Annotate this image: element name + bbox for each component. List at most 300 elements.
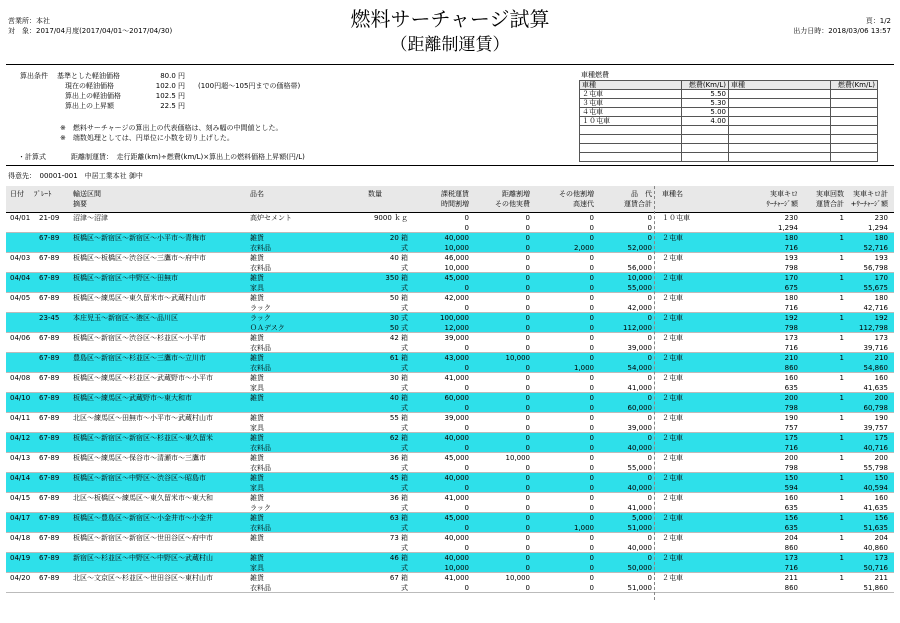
row-taxable-fare: 100,000 bbox=[440, 314, 469, 322]
fuel-cell bbox=[831, 144, 878, 153]
row-other-costs: 0 bbox=[525, 464, 530, 472]
row-surcharge: 594 bbox=[784, 484, 798, 492]
row-actual-km: 173 bbox=[784, 334, 798, 342]
row-actual-km: 180 bbox=[784, 234, 798, 242]
row-time-premium: 0 bbox=[464, 304, 469, 312]
row-plus-surcharge: 1,294 bbox=[867, 224, 888, 232]
condition-value: 80.0 円 bbox=[160, 72, 185, 80]
row-vehicle: ２屯車 bbox=[662, 554, 683, 562]
col-taxable-fare: 課税運賃 bbox=[441, 190, 469, 198]
row-plus-surcharge: 39,716 bbox=[863, 344, 888, 352]
row-trip-count: 1 bbox=[839, 454, 844, 462]
fuel-header: 燃費(Km/L) bbox=[831, 81, 878, 90]
formula-label: ・計算式 bbox=[18, 153, 46, 161]
row-fare-total: 39,000 bbox=[627, 424, 652, 432]
row-surcharge: 860 bbox=[784, 364, 798, 372]
col-quantity: 数量 bbox=[368, 190, 382, 198]
row-km-total: 160 bbox=[874, 494, 888, 502]
row-taxable-fare: 45,000 bbox=[444, 454, 469, 462]
row-plus-surcharge: 60,798 bbox=[863, 404, 888, 412]
row-other-premium: 0 bbox=[589, 394, 594, 402]
row-date: 04/17 bbox=[10, 514, 31, 522]
row-trip-count: 1 bbox=[839, 474, 844, 482]
section-divider bbox=[6, 165, 894, 166]
row-goods-price: 0 bbox=[647, 534, 652, 542]
page-title: 燃料サーチャージ試算 bbox=[350, 7, 550, 31]
row-highway: 0 bbox=[589, 544, 594, 552]
row-other-premium: 0 bbox=[589, 574, 594, 582]
row-quantity: 62 箱 bbox=[389, 434, 408, 442]
row-highway: 0 bbox=[589, 464, 594, 472]
row-goods-price: 0 bbox=[647, 574, 652, 582]
col-surcharge: ｻｰﾁｬｰｼﾞ額 bbox=[766, 200, 798, 208]
row-product: 雑貨 bbox=[250, 434, 264, 442]
row-surcharge: 716 bbox=[784, 304, 798, 312]
row-product: 雑貨 bbox=[250, 354, 264, 362]
row-time-premium: 0 bbox=[464, 284, 469, 292]
row-surcharge: 635 bbox=[784, 384, 798, 392]
row-taxable-fare: 0 bbox=[464, 214, 469, 222]
row-other-premium: 0 bbox=[589, 294, 594, 302]
col-other-costs: その他実費 bbox=[495, 200, 530, 208]
row-fare-total: 40,000 bbox=[627, 444, 652, 452]
row-unit: 式 bbox=[401, 264, 408, 272]
conditions-label: 算出条件 bbox=[20, 72, 48, 80]
row-unit: 式 bbox=[401, 524, 408, 532]
row-product-2: 家具 bbox=[250, 384, 264, 392]
row-plus-surcharge: 42,716 bbox=[863, 304, 888, 312]
row-highway: 0 bbox=[589, 484, 594, 492]
vehicle-table-title: 車種燃費 bbox=[581, 71, 609, 79]
row-plate: 67-89 bbox=[39, 274, 60, 282]
row-fare-total: 56,000 bbox=[627, 264, 652, 272]
row-km-total: 150 bbox=[874, 474, 888, 482]
row-surcharge: 798 bbox=[784, 464, 798, 472]
row-vehicle: ２屯車 bbox=[662, 414, 683, 422]
row-route: 北区～練馬区～田無市～小平市～武蔵村山市 bbox=[73, 414, 213, 422]
target-period: 対 象：2017/04月度(2017/04/01～2017/04/30) bbox=[8, 27, 173, 35]
row-fare-total: 54,000 bbox=[627, 364, 652, 372]
row-vehicle: ２屯車 bbox=[662, 294, 683, 302]
row-quantity: 63 箱 bbox=[389, 514, 408, 522]
row-actual-km: 193 bbox=[784, 254, 798, 262]
row-date: 04/03 bbox=[10, 254, 31, 262]
row-product: 雑貨 bbox=[250, 254, 264, 262]
row-taxable-fare: 40,000 bbox=[444, 434, 469, 442]
row-vehicle: ２屯車 bbox=[662, 394, 683, 402]
row-quantity: 20 箱 bbox=[389, 234, 408, 242]
row-time-premium: 10,000 bbox=[444, 564, 469, 572]
row-distance-premium: 0 bbox=[525, 394, 530, 402]
row-product: 雑貨 bbox=[250, 454, 264, 462]
row-product-2: ラック bbox=[250, 504, 271, 512]
row-actual-km: 200 bbox=[784, 454, 798, 462]
row-unit: 式 bbox=[401, 344, 408, 352]
row-goods-price: 0 bbox=[647, 474, 652, 482]
vehicle-cell: ２屯車 bbox=[580, 90, 682, 99]
row-taxable-fare: 40,000 bbox=[444, 474, 469, 482]
col-fare-total: 運賃合計 bbox=[624, 200, 652, 208]
row-trip-count: 1 bbox=[839, 554, 844, 562]
row-surcharge: 798 bbox=[784, 404, 798, 412]
row-quantity: 36 箱 bbox=[389, 454, 408, 462]
row-plus-surcharge: 39,757 bbox=[863, 424, 888, 432]
header-divider bbox=[6, 64, 894, 65]
row-goods-price: 5,000 bbox=[631, 514, 652, 522]
row-route: 板橋区～練馬区～武蔵野市～東大和市 bbox=[73, 394, 192, 402]
row-actual-km: 156 bbox=[784, 514, 798, 522]
row-time-premium: 0 bbox=[464, 444, 469, 452]
row-other-costs: 0 bbox=[525, 384, 530, 392]
row-other-costs: 0 bbox=[525, 224, 530, 232]
row-other-costs: 0 bbox=[525, 264, 530, 272]
row-product: 雑貨 bbox=[250, 494, 264, 502]
row-taxable-fare: 39,000 bbox=[444, 334, 469, 342]
row-plate: 67-89 bbox=[39, 494, 60, 502]
row-route: 北区～文京区～杉並区～世田谷区～東村山市 bbox=[73, 574, 213, 582]
row-taxable-fare: 45,000 bbox=[444, 514, 469, 522]
fuel-cell: 5.00 bbox=[682, 108, 729, 117]
row-date: 04/18 bbox=[10, 534, 31, 542]
row-goods-price: 0 bbox=[647, 414, 652, 422]
row-route: 板橋区～練馬区～保谷市～清瀬市～三鷹市 bbox=[73, 454, 206, 462]
row-other-costs: 0 bbox=[525, 564, 530, 572]
table-row bbox=[6, 393, 894, 413]
row-plate: 67-89 bbox=[39, 294, 60, 302]
row-date: 04/12 bbox=[10, 434, 31, 442]
row-fare-total: 40,000 bbox=[627, 544, 652, 552]
row-plate: 67-89 bbox=[39, 454, 60, 462]
customer-name: 得意先： 00001-001 中居工業本社 御中 bbox=[8, 172, 143, 180]
office-label: 営業所：本社 bbox=[8, 17, 50, 25]
row-goods-price: 10,000 bbox=[627, 274, 652, 282]
row-highway: 0 bbox=[589, 304, 594, 312]
row-fare-total: 52,000 bbox=[627, 244, 652, 252]
condition-name: 算出上の軽油価格 bbox=[65, 92, 121, 100]
row-plus-surcharge: 40,594 bbox=[863, 484, 888, 492]
row-product-2: 衣料品 bbox=[250, 344, 271, 352]
row-product-2: ラック bbox=[250, 304, 271, 312]
row-product: 雑貨 bbox=[250, 414, 264, 422]
row-fare-total: 51,000 bbox=[627, 524, 652, 532]
row-plus-surcharge: 41,635 bbox=[863, 504, 888, 512]
row-product: 雑貨 bbox=[250, 534, 264, 542]
row-date: 04/13 bbox=[10, 454, 31, 462]
vehicle-fuel-table bbox=[579, 80, 878, 162]
row-goods-price: 0 bbox=[647, 314, 652, 322]
row-other-costs: 0 bbox=[525, 424, 530, 432]
row-km-total: 173 bbox=[874, 334, 888, 342]
row-plus-surcharge: 55,675 bbox=[863, 284, 888, 292]
row-km-total: 230 bbox=[874, 214, 888, 222]
row-vehicle: １０屯車 bbox=[662, 214, 690, 222]
row-quantity: 46 箱 bbox=[389, 554, 408, 562]
table-row bbox=[6, 493, 894, 513]
row-actual-km: 210 bbox=[784, 354, 798, 362]
fuel-cell bbox=[682, 144, 729, 153]
condition-value: 22.5 円 bbox=[160, 102, 185, 110]
row-other-costs: 0 bbox=[525, 584, 530, 592]
col-trip-count: 実車回数 bbox=[816, 190, 844, 198]
row-surcharge: 675 bbox=[784, 284, 798, 292]
fuel-cell bbox=[682, 126, 729, 135]
row-fare-total: 0 bbox=[647, 224, 652, 232]
row-taxable-fare: 46,000 bbox=[444, 254, 469, 262]
row-vehicle: ２屯車 bbox=[662, 434, 683, 442]
row-taxable-fare: 43,000 bbox=[444, 354, 469, 362]
row-plus-surcharge: 55,798 bbox=[863, 464, 888, 472]
table-row bbox=[6, 313, 894, 333]
row-goods-price: 0 bbox=[647, 254, 652, 262]
formula-text: 距離制運賃： 走行距離(km)÷燃費(km/L)×算出上の燃料価格上昇額(円/L) bbox=[71, 153, 305, 161]
row-other-costs: 0 bbox=[525, 444, 530, 452]
row-other-premium: 0 bbox=[589, 214, 594, 222]
row-unit: 式 bbox=[401, 504, 408, 512]
row-km-total: 210 bbox=[874, 354, 888, 362]
col-plus-surcharge: +ｻｰﾁｬｰｼﾞ額 bbox=[850, 200, 888, 208]
row-taxable-fare: 41,000 bbox=[444, 494, 469, 502]
fuel-cell bbox=[831, 99, 878, 108]
row-taxable-fare: 39,000 bbox=[444, 414, 469, 422]
fuel-cell bbox=[831, 90, 878, 99]
vehicle-cell bbox=[729, 99, 831, 108]
row-km-total: 156 bbox=[874, 514, 888, 522]
row-actual-km: 175 bbox=[784, 434, 798, 442]
table-row bbox=[6, 293, 894, 313]
row-other-costs: 0 bbox=[525, 404, 530, 412]
row-product: 雑貨 bbox=[250, 334, 264, 342]
row-vehicle: ２屯車 bbox=[662, 254, 683, 262]
row-goods-price: 0 bbox=[647, 554, 652, 562]
row-time-premium: 10,000 bbox=[444, 264, 469, 272]
row-other-premium: 0 bbox=[589, 454, 594, 462]
row-plate: 67-89 bbox=[39, 434, 60, 442]
table-row bbox=[6, 453, 894, 473]
row-time-premium: 0 bbox=[464, 424, 469, 432]
col-time-premium: 時間割増 bbox=[441, 200, 469, 208]
row-time-premium: 0 bbox=[464, 524, 469, 532]
row-distance-premium: 0 bbox=[525, 554, 530, 562]
row-unit: 式 bbox=[401, 384, 408, 392]
row-fare-total: 55,000 bbox=[627, 284, 652, 292]
row-actual-km: 230 bbox=[784, 214, 798, 222]
row-distance-premium: 10,000 bbox=[505, 574, 530, 582]
row-plate: 67-89 bbox=[39, 354, 60, 362]
row-surcharge: 860 bbox=[784, 584, 798, 592]
row-taxable-fare: 40,000 bbox=[444, 554, 469, 562]
row-km-total: 200 bbox=[874, 454, 888, 462]
table-row bbox=[6, 573, 894, 593]
row-actual-km: 160 bbox=[784, 494, 798, 502]
col-vehicle: 車種名 bbox=[662, 190, 683, 198]
row-quantity: 40 箱 bbox=[389, 254, 408, 262]
row-distance-premium: 0 bbox=[525, 494, 530, 502]
row-distance-premium: 10,000 bbox=[505, 454, 530, 462]
table-row bbox=[6, 553, 894, 573]
row-plus-surcharge: 40,860 bbox=[863, 544, 888, 552]
row-unit: 50 式 bbox=[389, 324, 408, 332]
vehicle-cell bbox=[729, 117, 831, 126]
row-trip-count: 1 bbox=[839, 514, 844, 522]
row-surcharge: 860 bbox=[784, 544, 798, 552]
row-quantity: 45 箱 bbox=[389, 474, 408, 482]
row-distance-premium: 10,000 bbox=[505, 354, 530, 362]
row-product-2: 家具 bbox=[250, 564, 264, 572]
condition-note: (100円超～105円までの価格帯) bbox=[198, 82, 301, 90]
row-highway: 0 bbox=[589, 564, 594, 572]
fuel-cell bbox=[831, 108, 878, 117]
row-other-premium: 0 bbox=[589, 354, 594, 362]
fuel-cell bbox=[831, 126, 878, 135]
row-product: 雑貨 bbox=[250, 374, 264, 382]
col-highway: 高速代 bbox=[573, 200, 594, 208]
row-highway: 1,000 bbox=[573, 364, 594, 372]
col-distance-premium: 距離割増 bbox=[502, 190, 530, 198]
col-remarks: 摘要 bbox=[73, 200, 87, 208]
col-route: 輸送区間 bbox=[73, 190, 101, 198]
row-plate: 23-45 bbox=[39, 314, 60, 322]
row-time-premium: 0 bbox=[464, 544, 469, 552]
col-actual-km: 実車キロ bbox=[770, 190, 798, 198]
row-route: 沼津～沼津 bbox=[73, 214, 108, 222]
row-trip-count: 1 bbox=[839, 354, 844, 362]
col-km-total: 実車キロ計 bbox=[853, 190, 888, 198]
row-product-2: 衣料品 bbox=[250, 584, 271, 592]
row-highway: 2,000 bbox=[573, 244, 594, 252]
fuel-cell bbox=[831, 135, 878, 144]
row-other-costs: 0 bbox=[525, 324, 530, 332]
row-highway: 0 bbox=[589, 504, 594, 512]
row-highway: 0 bbox=[589, 384, 594, 392]
row-route: 豊島区～新宿区～杉並区～三鷹市～立川市 bbox=[73, 354, 206, 362]
fuel-cell bbox=[682, 135, 729, 144]
row-unit: 式 bbox=[401, 464, 408, 472]
row-goods-price: 0 bbox=[647, 294, 652, 302]
table-row bbox=[6, 213, 894, 233]
table-row bbox=[6, 353, 894, 373]
row-taxable-fare: 60,000 bbox=[444, 394, 469, 402]
fuel-header: 燃費(Km/L) bbox=[682, 81, 729, 90]
row-trip-count: 1 bbox=[839, 394, 844, 402]
row-other-premium: 0 bbox=[589, 514, 594, 522]
row-surcharge: 716 bbox=[784, 244, 798, 252]
row-time-premium: 0 bbox=[464, 384, 469, 392]
col-date: 日付 bbox=[10, 190, 24, 198]
row-time-premium: 0 bbox=[464, 364, 469, 372]
condition-value: 102.0 円 bbox=[155, 82, 185, 90]
row-surcharge: 757 bbox=[784, 424, 798, 432]
row-date: 04/10 bbox=[10, 394, 31, 402]
row-route: 北区～板橋区～練馬区～東久留米市～東大和 bbox=[73, 494, 213, 502]
condition-name: 基準とした軽油価格 bbox=[57, 72, 120, 80]
row-other-costs: 0 bbox=[525, 344, 530, 352]
vehicle-header: 車種 bbox=[580, 81, 682, 90]
row-vehicle: ２屯車 bbox=[662, 354, 683, 362]
table-header bbox=[6, 186, 894, 213]
vehicle-cell: ４屯車 bbox=[580, 108, 682, 117]
row-km-total: 170 bbox=[874, 274, 888, 282]
row-plate: 67-89 bbox=[39, 394, 60, 402]
row-unit: 式 bbox=[401, 564, 408, 572]
row-product: 雑貨 bbox=[250, 274, 264, 282]
row-plate: 67-89 bbox=[39, 374, 60, 382]
row-product-2: 家具 bbox=[250, 284, 264, 292]
row-unit: 式 bbox=[401, 424, 408, 432]
row-vehicle: ２屯車 bbox=[662, 314, 683, 322]
row-highway: 0 bbox=[589, 344, 594, 352]
row-actual-km: 180 bbox=[784, 294, 798, 302]
row-other-premium: 0 bbox=[589, 334, 594, 342]
row-vehicle: ２屯車 bbox=[662, 234, 683, 242]
condition-name: 現在の軽油価格 bbox=[65, 82, 114, 90]
row-distance-premium: 0 bbox=[525, 214, 530, 222]
row-other-costs: 0 bbox=[525, 504, 530, 512]
row-route: 板橋区～練馬区～東久留米市～武蔵村山市 bbox=[73, 294, 206, 302]
row-km-total: 175 bbox=[874, 434, 888, 442]
row-surcharge: 716 bbox=[784, 344, 798, 352]
row-route: 板橋区～新宿区～新宿区～世田谷区～府中市 bbox=[73, 534, 213, 542]
row-fare-total: 60,000 bbox=[627, 404, 652, 412]
table-row bbox=[6, 413, 894, 433]
row-trip-count: 1 bbox=[839, 534, 844, 542]
row-other-premium: 0 bbox=[589, 234, 594, 242]
row-distance-premium: 0 bbox=[525, 374, 530, 382]
vehicle-cell: ３屯車 bbox=[580, 99, 682, 108]
row-trip-count: 1 bbox=[839, 334, 844, 342]
row-goods-price: 0 bbox=[647, 434, 652, 442]
row-goods-price: 0 bbox=[647, 354, 652, 362]
vehicle-cell bbox=[729, 135, 831, 144]
vehicle-header: 車種 bbox=[729, 81, 831, 90]
row-route: 板橋区～板橋区～渋谷区～三鷹市～府中市 bbox=[73, 254, 206, 262]
col-fare-sum: 運賃合計 bbox=[816, 200, 844, 208]
row-other-premium: 0 bbox=[589, 554, 594, 562]
row-surcharge: 1,294 bbox=[777, 224, 798, 232]
row-vehicle: ２屯車 bbox=[662, 454, 683, 462]
table-row bbox=[6, 253, 894, 273]
row-plus-surcharge: 40,716 bbox=[863, 444, 888, 452]
condition-footnote: ※ 端数処理としては、円単位に小数を切り上げした。 bbox=[60, 134, 234, 142]
row-unit: 式 bbox=[401, 484, 408, 492]
col-product: 品名 bbox=[250, 190, 264, 198]
row-taxable-fare: 40,000 bbox=[444, 534, 469, 542]
row-goods-price: 0 bbox=[647, 234, 652, 242]
fuel-cell bbox=[831, 117, 878, 126]
row-other-costs: 0 bbox=[525, 524, 530, 532]
row-date: 04/15 bbox=[10, 494, 31, 502]
row-fare-total: 41,000 bbox=[627, 384, 652, 392]
col-plate: ﾌﾟﾚｰﾄ bbox=[34, 190, 52, 198]
row-route: 板橋区～新宿区～中野区～渋谷区～昭島市 bbox=[73, 474, 206, 482]
row-actual-km: 200 bbox=[784, 394, 798, 402]
row-km-total: 180 bbox=[874, 234, 888, 242]
row-surcharge: 716 bbox=[784, 444, 798, 452]
row-km-total: 173 bbox=[874, 554, 888, 562]
row-trip-count: 1 bbox=[839, 234, 844, 242]
row-unit: 式 bbox=[401, 284, 408, 292]
row-date: 04/20 bbox=[10, 574, 31, 582]
row-km-total: 193 bbox=[874, 254, 888, 262]
row-date: 04/06 bbox=[10, 334, 31, 342]
row-quantity: 73 箱 bbox=[389, 534, 408, 542]
row-product-2: 衣料品 bbox=[250, 524, 271, 532]
row-distance-premium: 0 bbox=[525, 314, 530, 322]
row-quantity: 55 箱 bbox=[389, 414, 408, 422]
row-trip-count: 1 bbox=[839, 294, 844, 302]
row-product-2: 衣料品 bbox=[250, 244, 271, 252]
row-time-premium: 0 bbox=[464, 504, 469, 512]
row-highway: 0 bbox=[589, 324, 594, 332]
